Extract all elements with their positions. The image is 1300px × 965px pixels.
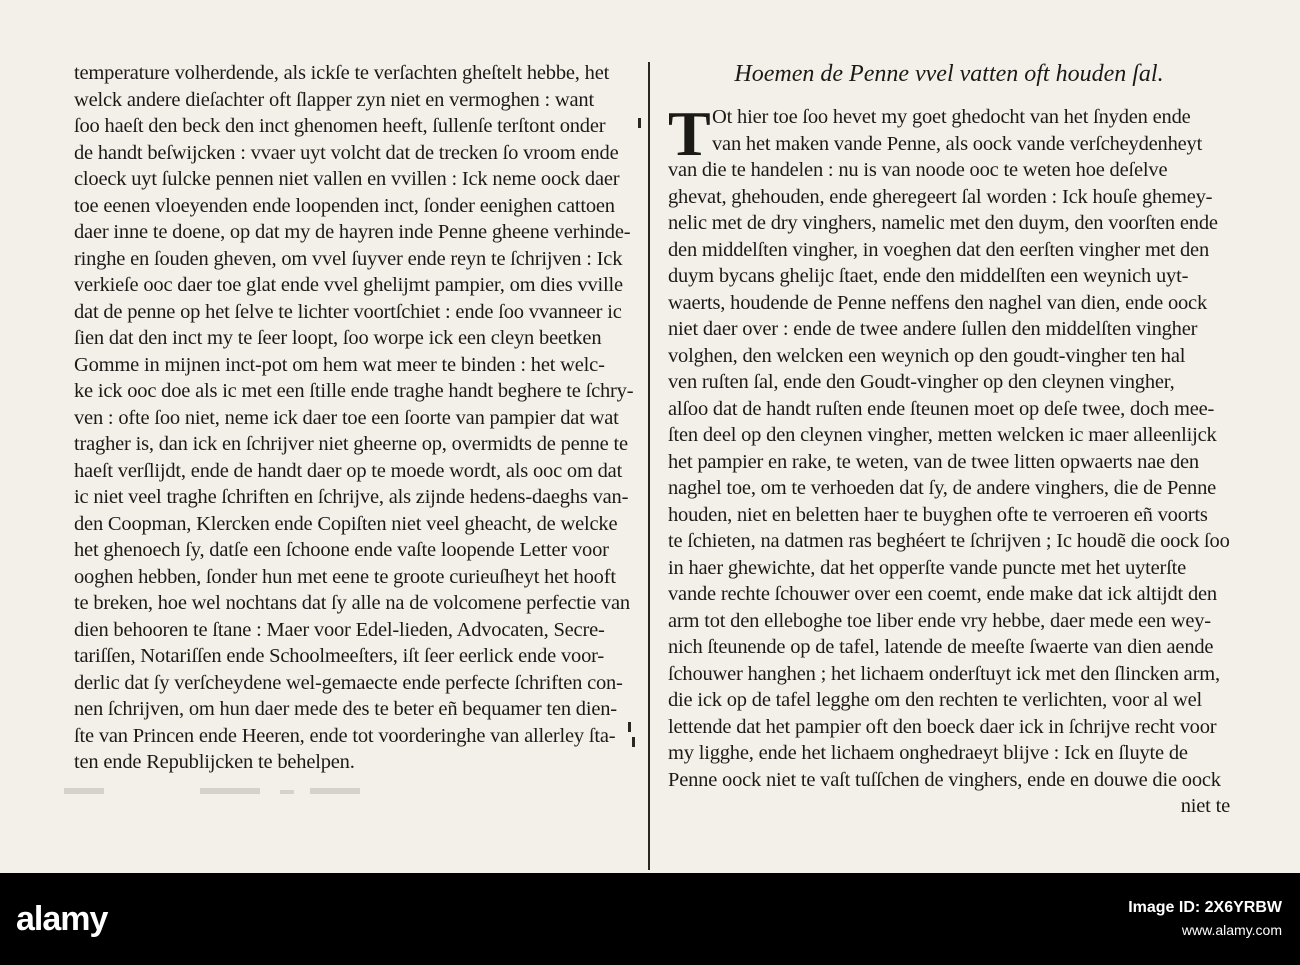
text-line: den middelſten vingher, in voeghen dat den eerſten vingher met den [668,238,1210,261]
text-line: tariſſen, Notariſſen ende Schoolmeeſters, iſt ſeer eerlick ende voor- [74,645,604,667]
text-line: toe eenen vloeyenden ende loopenden inct, ſonder eenighen cattoen [74,194,615,217]
text-line: cloeck uyt ſulcke pennen niet vallen en vvillen : Ick neme oock daer [74,168,620,190]
text-line: niet daer over : ende de twee andere ſullen den middelſten vingher [668,318,1198,340]
text-line: dien behooren te ſtane : Maer voor Edel-lieden, Advocaten, Secre- [74,618,605,641]
text-line: ſten deel op den cleynen vingher, metten welcken ic maer alleenlijck [668,424,1217,446]
stock-watermark-banner [0,873,1300,965]
right-column-body [668,98,1230,820]
bleedthrough-smudge-icon [60,780,400,802]
text-line: van het maken vande Penne, als oock vande verſcheydenheyt [712,132,1203,155]
text-line: nelic met de dry vinghers, namelic met den duym, den voorſten ende [668,212,1218,234]
site-url: www.alamy.com [1181,922,1282,938]
text-line: ringhe en ſouden gheven, om vvel ſuyver ende reyn te ſchrijven : Ick [74,247,623,270]
text-line: my ligghe, ende het lichaem onghedraeyt blijve : Ick en ſluyte de [668,742,1188,764]
text-line: de handt beſwijcken : vvaer uyt volcht dat de trecken ſo vroom ende [74,141,619,164]
text-line: het ghenoech ſy, datſe een ſchoone ende vaſte loopende Letter voor [74,539,609,561]
image-id-label: Image ID: 2X6YRBW [1128,899,1282,916]
text-line: ke ick ooc doe als ic met een ſtille ende traghe handt beghere te ſchry- [74,380,634,402]
text-line: te ſchieten, na datmen ras beghéert te ſchrijven ; Ic houdẽ die oock ſoo [668,530,1230,552]
alamy-logo: alamy [16,899,108,938]
text-line: duym bycans ghelijc ſtaet, ende den middelſten een weynich uyt- [668,265,1189,287]
text-line: dat de penne op het ſelve te lichter voortſchiet : ende ſoo vvanneer ic [74,300,622,323]
left-text-column [74,60,642,776]
text-line: derlic dat ſy verſcheydene wel-gemaecte ende perfecte ſchriften con- [74,671,623,694]
text-line: ſte van Princen ende Heeren, ende tot voorderinghe van allerley ſta- [74,724,616,747]
text-line: ſchouwer hanghen ; het lichaem onderſtuyt ick met den ſlincken arm, [668,662,1220,685]
text-line: nich ſteunende op de tafel, latende de meeſte ſwaerte van dien aende [668,636,1214,658]
drop-cap-letter: T [668,98,711,169]
text-line: lettende dat het pampier oft den boeck daer ick in ſchrijve recht voor [668,715,1217,738]
text-line: ghevat, ghehouden, ende gheregeert ſal worden : Ick houſe ghemey- [668,185,1213,208]
text-line: ten ende Republijcken te behelpen. [74,751,355,773]
left-column-lines [74,60,642,776]
text-line: haeſt verſlijdt, ende de handt daer op te moede wordt, als ooc om dat [74,459,623,482]
text-line: die ick op de tafel legghe om den rechten te verlichten, voor al wel [668,689,1202,711]
rule-tick-mark [638,118,641,128]
rule-tick-mark [628,722,631,732]
text-line: tragher is, dan ick en ſchrijver niet gheerne op, overmidts de penne te [74,433,628,455]
text-line: arm tot den elleboghe toe liber ende vry hebbe, daer mede een wey- [668,609,1211,632]
text-line: welck andere dieſachter oft ſlapper zyn niet en vermoghen : want [74,88,594,111]
right-column-lines [668,98,1230,793]
right-text-column [668,58,1230,820]
text-line: verkieſe ooc daer toe glat ende vvel ghelijmt pampier, om dies vville [74,274,623,296]
text-line: ſien dat den inct my te ſeer loopt, ſoo worpe ick een cleyn beetken [74,327,602,349]
text-line: ooghen hebben, ſonder hun met eene te groote curieuſheyt het hooft [74,565,616,588]
text-line: ſoo haeſt den beck den inct ghenomen heeft, ſullenſe terſtont onder [74,115,606,137]
text-line: Ot hier toe ſoo hevet my goet ghedocht van het ſnyden ende [712,106,1191,128]
text-line: ven : ofte ſoo niet, neme ick daer toe een ſoorte van pampier dat wat [74,406,619,429]
text-line: Penne oock niet te vaſt tuſſchen de vinghers, ende en douwe die oock [668,768,1221,791]
text-line: volghen, den welcken een weynich op den goudt-vingher ten hal [668,344,1186,367]
section-heading: Hoemen de Penne vvel vatten oft houden ſal. [734,61,1164,87]
center-column-rule [648,62,650,870]
banner-info [1128,897,1282,941]
rule-tick-mark [632,737,635,747]
text-line: daer inne te doene, op dat my de hayren inde Penne gheene verhinde- [74,221,631,243]
catchword: niet te [1180,795,1230,817]
text-line: ic niet veel traghe ſchriften en ſchrijve, als zijnde hedens-daeghs van- [74,486,629,508]
text-line: van die te handelen : nu is van noode ooc te weten hoe deſelve [668,159,1168,181]
text-line: in haer ghewichte, dat het opperſte vande puncte met het uyterſte [668,556,1187,579]
text-line: naghel toe, om te verhoeden dat ſy, de andere vinghers, die de Penne [668,477,1217,499]
text-line: het pampier en rake, te weten, van de twee litten opwaerts nae den [668,450,1199,473]
text-line: vande rechte ſchouwer over een coemt, ende make dat ick altijdt den [668,583,1217,605]
text-line: waerts, houdende de Penne neffens den naghel van dien, ende oock [668,291,1207,314]
text-line: den Coopman, Klercken ende Copiſten niet veel gheacht, de welcke [74,512,618,535]
text-line: alſoo dat de handt ruſten ende ſteunen moet op deſe twee, doch mee- [668,397,1215,420]
text-line: temperature volherdende, als ickſe te verſachten gheſtelt hebbe, het [74,62,610,84]
text-line: nen ſchrijven, om hun daer mede des te beter eñ bequamer ten dien- [74,698,617,720]
text-line: houden, niet en beletten haer te buyghen ofte te verroeren eñ voorts [668,503,1208,526]
text-line: Gomme in mijnen inct-pot om hem wat meer te binden : het welc- [74,353,605,376]
text-line: ven ruſten ſal, ende den Goudt-vingher op den cleynen vingher, [668,371,1175,393]
text-line: te breken, hoe wel nochtans dat ſy alle na de volcomene perfectie van [74,592,630,614]
faded-bleedthrough-marks [60,780,400,802]
